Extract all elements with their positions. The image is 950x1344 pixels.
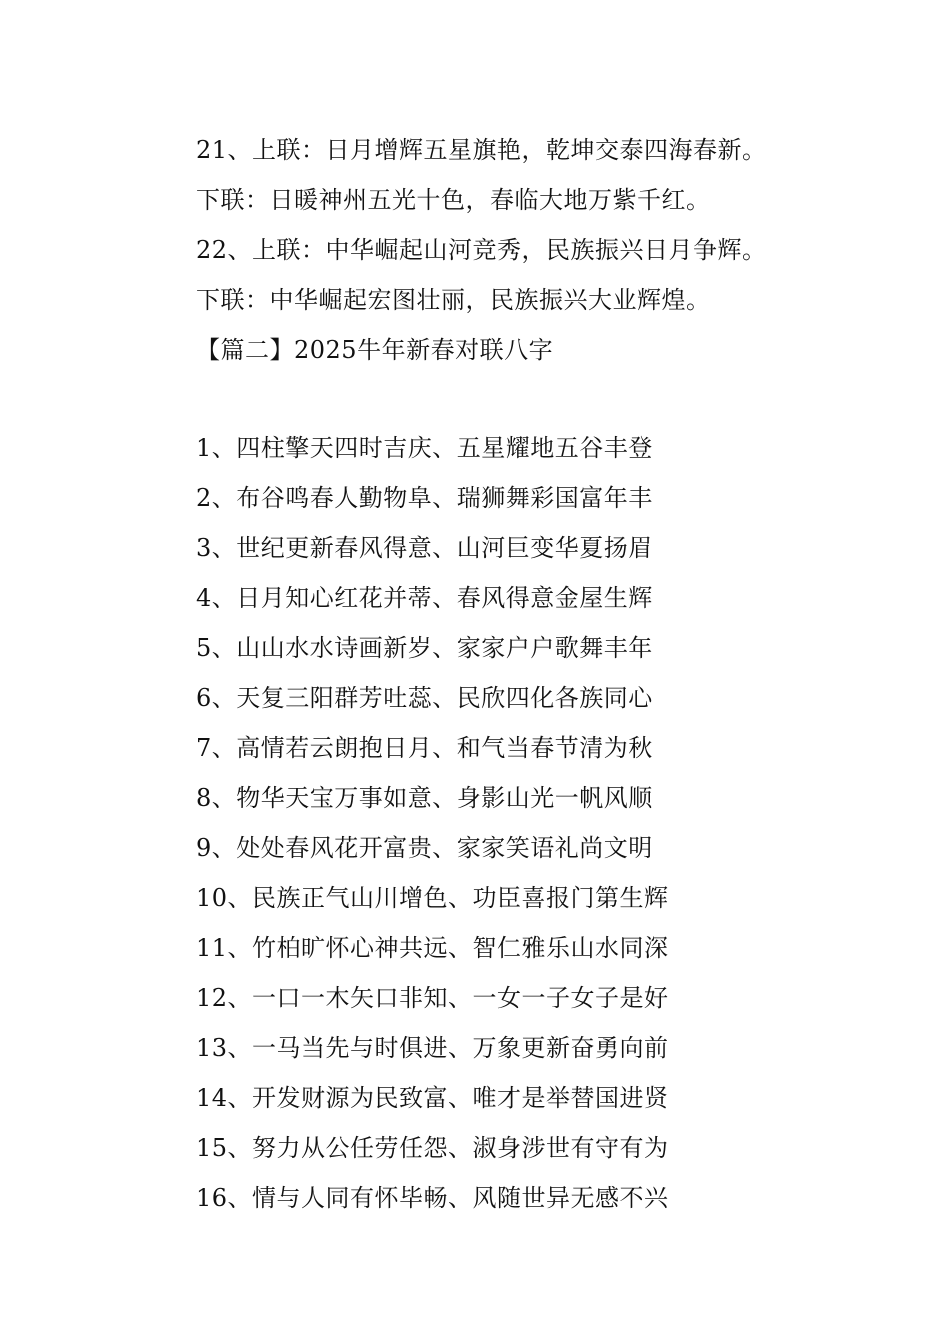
- couplet-item-1: 1、四柱擎天四时吉庆、五星耀地五谷丰登: [196, 434, 653, 462]
- couplet-item-4: 4、日月知心红花并蒂、春风得意金屋生辉: [196, 584, 653, 612]
- couplet-item-10: 10、民族正气山川增色、功臣喜报门第生辉: [196, 884, 669, 912]
- couplet-item-6: 6、天复三阳群芳吐蕊、民欣四化各族同心: [196, 684, 653, 712]
- couplet-22-upper: 22、上联：中华崛起山河竞秀，民族振兴日月争辉。: [196, 236, 767, 264]
- couplet-item-11: 11、竹柏旷怀心神共远、智仁雅乐山水同深: [196, 934, 669, 962]
- couplet-item-16: 16、情与人同有怀毕畅、风随世异无感不兴: [196, 1184, 669, 1212]
- couplet-21-upper: 21、上联：日月增辉五星旗艳，乾坤交泰四海春新。: [196, 136, 767, 164]
- couplet-item-2: 2、布谷鸣春人勤物阜、瑞狮舞彩国富年丰: [196, 484, 653, 512]
- couplet-item-14: 14、开发财源为民致富、唯才是举替国进贤: [196, 1084, 669, 1112]
- couplet-item-15: 15、努力从公任劳任怨、淑身涉世有守有为: [196, 1134, 669, 1162]
- couplet-item-7: 7、高情若云朗抱日月、和气当春节清为秋: [196, 734, 653, 762]
- couplet-item-3: 3、世纪更新春风得意、山河巨变华夏扬眉: [196, 534, 653, 562]
- couplet-item-13: 13、一马当先与时俱进、万象更新奋勇向前: [196, 1034, 669, 1062]
- couplet-item-8: 8、物华天宝万事如意、身影山光一帆风顺: [196, 784, 653, 812]
- couplet-22-lower: 下联：中华崛起宏图壮丽，民族振兴大业辉煌。: [196, 286, 711, 314]
- couplet-21-lower: 下联：日暖神州五光十色，春临大地万紫千红。: [196, 186, 711, 214]
- couplet-item-5: 5、山山水水诗画新岁、家家户户歌舞丰年: [196, 634, 653, 662]
- section-heading: 【篇二】2025牛年新春对联八字: [196, 336, 554, 364]
- couplet-item-12: 12、一口一木矢口非知、一女一子女子是好: [196, 984, 669, 1012]
- couplet-item-9: 9、处处春风花开富贵、家家笑语礼尚文明: [196, 834, 653, 862]
